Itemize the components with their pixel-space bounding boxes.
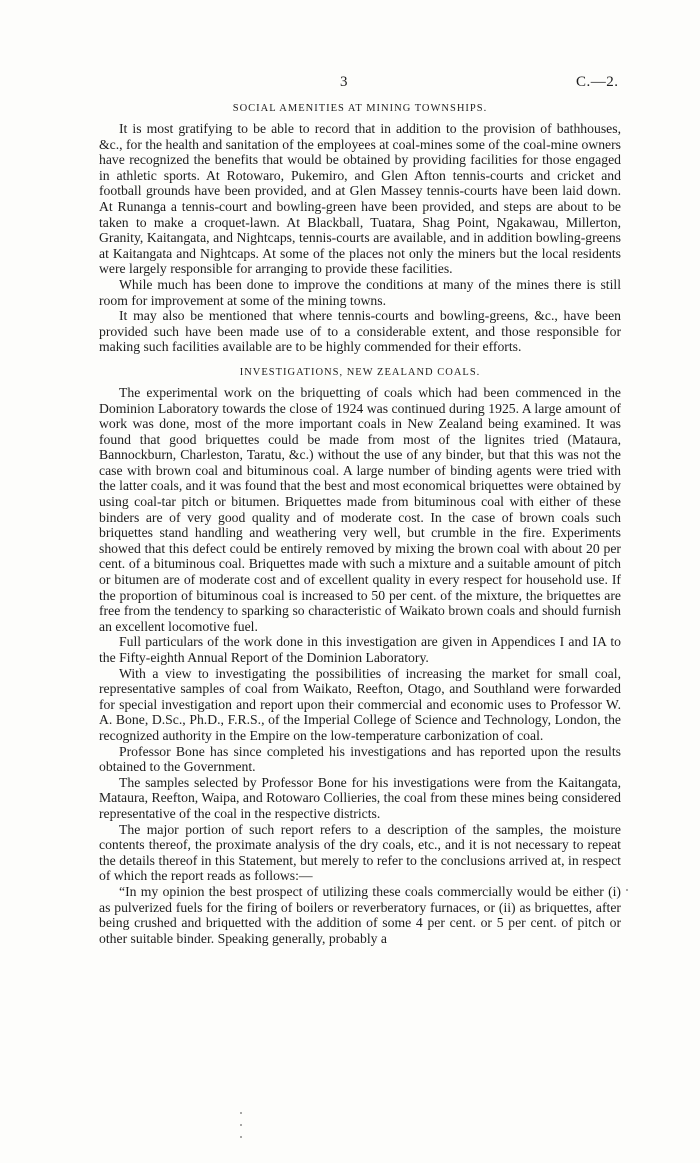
paragraph: “In my opinion the best prospect of utilizing these coals commercially would be either (i) as pulverized fuels for the firing of boilers or reverberatory furnaces, or (ii) as briquettes, after being crushed and briquetted with the addition of some 4 per cent. or 5 per cent. of pitch or other suitable binder. Speaking generally, probably a [99, 883, 621, 946]
section-investigations [99, 366, 621, 946]
section-heading: SOCIAL AMENITIES AT MINING TOWNSHIPS. [232, 103, 488, 114]
paragraph: Professor Bone has since completed his investigations and has reported upon the results obtained to the Government. [99, 743, 621, 775]
body-text [99, 102, 621, 946]
section-social-amenities [99, 102, 621, 355]
paragraph: The major portion of such report refers to a description of the samples, the moisture contents thereof, the proximate analysis of the dry coals, etc., and it is not necessary to repeat the details thereof in this Statement, but merely to refer to the conclusions arrived at, in respect of which the report reads as follows:— [99, 821, 621, 884]
page-number: 3 [340, 74, 348, 90]
scan-speck [240, 1124, 242, 1126]
section-heading: INVESTIGATIONS, NEW ZEALAND COALS. [239, 366, 481, 378]
paragraph: The samples selected by Professor Bone for his investigations were from the Kaitangata, Mataura, Reefton, Waipa, and Rotowaro Collieries, the coal from these mines being considered representative of the coal in the respective districts. [99, 774, 621, 821]
paragraph: It may also be mentioned that where tennis-courts and bowling-greens, &c., have been provided such have been made use of to a considerable extent, and those responsible for making such facilities available are to be highly commended for their efforts. [99, 308, 621, 355]
scan-speck [240, 1136, 242, 1138]
page-header [0, 74, 700, 94]
paragraph: The experimental work on the briquetting of coals which had been commenced in the Dominion Laboratory towards the close of 1924 was continued during 1925. A large amount of work was done, most of the more important coals in New Zealand being examined. It was found that good briquettes could be made from most of the lignites tried (Mataura, Bannockburn, Charleston, Taratu, &c.) without the use of any binder, but that this was not the case with brown coal and bituminous coal. A large number of binding agents were tried with the latter coals, and it was found that the best and most economical briquettes were obtained by using coal-tar pitch or bitumen. Briquettes made from bituminous coal with either of these binders are of very good quality and of moderate cost. In the case of brown coals such briquettes stand handling and weathering very well, but crumble in the fire. Experiments showed that this defect could be entirely removed by mixing the brown coal with about 20 per cent. of a bituminous coal. Briquettes made with such a mixture and a suitable amount of pitch or bitumen are of moderate cost and of excellent quality in every respect for household use. If the proportion of bituminous coal is increased to 50 per cent. of the mixture, the briquettes are free from the tendency to sparking so characteristic of Waikato brown coals and should furnish an excellent locomotive fuel. [99, 384, 621, 634]
paragraph: With a view to investigating the possibilities of increasing the market for small coal, representative samples of coal from Waikato, Reefton, Otago, and Southland were forwarded for special investigation and report upon their commercial and economic uses to Professor W. A. Bone, D.Sc., Ph.D., F.R.S., of the Imperial College of Science and Technology, London, the recognized authority in the Empire on the low-temperature carbonization of coal. [99, 665, 621, 743]
document-reference: C.—2. [576, 74, 619, 90]
scan-speck [240, 1112, 242, 1114]
scan-speck [626, 889, 628, 891]
paragraph: Full particulars of the work done in this investigation are given in Appendices I and IA to the Fifty-eighth Annual Report of the Dominion Laboratory. [99, 634, 621, 665]
paragraph: It is most gratifying to be able to record that in addition to the provision of bathhouses, &c., for the health and sanitation of the employees at coal-mines some of the coal-mine owners have recognized the benefits that would be obtained by providing facilities for those engaged in athletic sports. At Rotowaro, Pukemiro, and Glen Afton tennis-courts and cricket and football grounds have been provided, and at Glen Massey tennis-courts have been laid down. At Runanga a tennis-court and bowling-green have been provided, and steps are about to be taken to make a croquet-lawn. At Blackball, Tuatara, Shag Point, Ngakawau, Millerton, Granity, Kaitangata, and Nightcaps, tennis-courts are available, and in addition bowling-greens at Kaitangata and Nightcaps. At some of the places not only the miners but the local residents were largely responsible for arranging to provide these facilities. [99, 121, 621, 277]
paragraph: While much has been done to improve the conditions at many of the mines there is still room for improvement at some of the mining towns. [99, 276, 621, 308]
